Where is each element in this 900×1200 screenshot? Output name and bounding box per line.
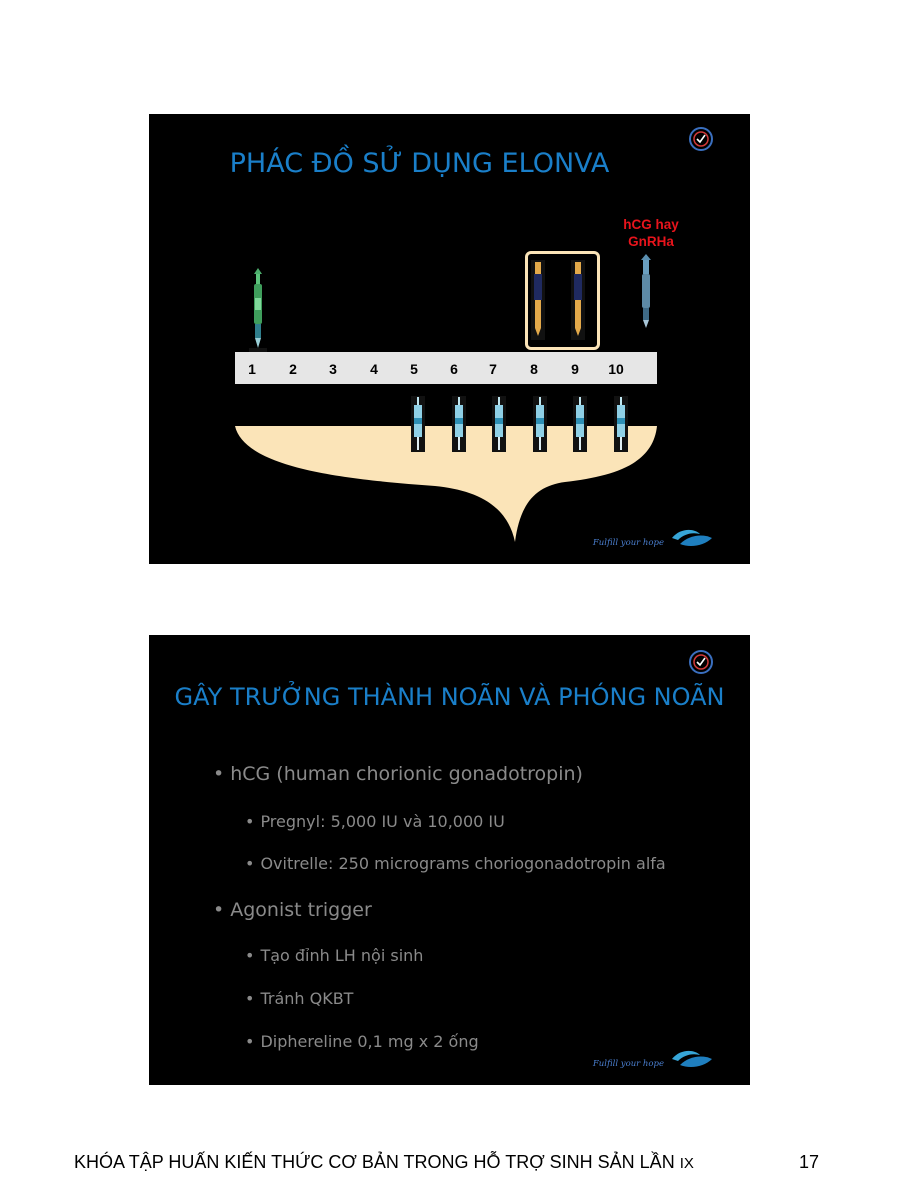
day-timeline — [235, 352, 657, 384]
sub-bullet-item: • Tránh QKBT — [245, 989, 354, 1008]
antagonist-pen-icon — [531, 260, 545, 340]
slide-title: PHÁC ĐỒ SỬ DỤNG ELONVA — [229, 148, 610, 179]
footer-roman-numeral: IX — [679, 1155, 694, 1172]
sub-bullet-item: • Pregnyl: 5,000 IU và 10,000 IU — [245, 812, 505, 831]
footer-text: KHÓA TẬP HUẤN KIẾN THỨC CƠ BẢN TRONG HỖ TRỢ SINH SẢN LẦN — [74, 1152, 675, 1172]
day-label: 1 — [248, 361, 256, 377]
day-label: 5 — [410, 361, 418, 377]
sub-bullet-item: • Tạo đỉnh LH nội sinh — [245, 946, 424, 965]
bullet-item: • hCG (human chorionic gonadotropin) — [213, 763, 583, 785]
treatment-brace — [235, 424, 657, 544]
slide-elonva-protocol — [149, 114, 750, 564]
tagline: Fulfill your hope — [592, 538, 664, 548]
syringe-icon — [614, 396, 628, 452]
day-label: 9 — [571, 361, 579, 377]
brand-wave-icon — [670, 1047, 714, 1069]
slide-title: GÂY TRƯỞNG THÀNH NOÃN VÀ PHÓNG NOÃN — [174, 683, 725, 711]
bullet-item: • Agonist trigger — [213, 899, 372, 921]
day-label: 2 — [289, 361, 297, 377]
page-number: 17 — [799, 1152, 820, 1172]
brand-wave-icon — [670, 526, 714, 548]
syringe-icon — [452, 396, 466, 452]
syringe-icon — [573, 396, 587, 452]
slide-oocyte-maturation — [149, 635, 750, 1085]
syringe-icon — [492, 396, 506, 452]
syringe-icon — [411, 396, 425, 452]
elonva-pen-icon — [249, 268, 267, 353]
footer-course-title — [74, 1152, 694, 1173]
day-label: 10 — [608, 361, 624, 377]
sub-bullet-item: • Ovitrelle: 250 micrograms choriogonadotropin alfa — [245, 854, 666, 873]
hcg-label-line1: hCG hay — [623, 217, 679, 232]
hcg-label — [601, 216, 701, 250]
hcg-pen-icon — [639, 254, 653, 328]
tagline: Fulfill your hope — [592, 1059, 664, 1069]
day-label: 6 — [450, 361, 458, 377]
hcg-label-line2: GnRHa — [628, 234, 674, 249]
day-label: 3 — [329, 361, 337, 377]
bullet-list — [149, 635, 750, 1085]
day-label: 8 — [530, 361, 538, 377]
day-label: 4 — [370, 361, 378, 377]
day-label: 7 — [489, 361, 497, 377]
antagonist-pen-icon — [571, 260, 585, 340]
clinic-logo-icon — [688, 126, 714, 152]
syringe-icon — [533, 396, 547, 452]
sub-bullet-item: • Diphereline 0,1 mg x 2 ống — [245, 1032, 479, 1051]
